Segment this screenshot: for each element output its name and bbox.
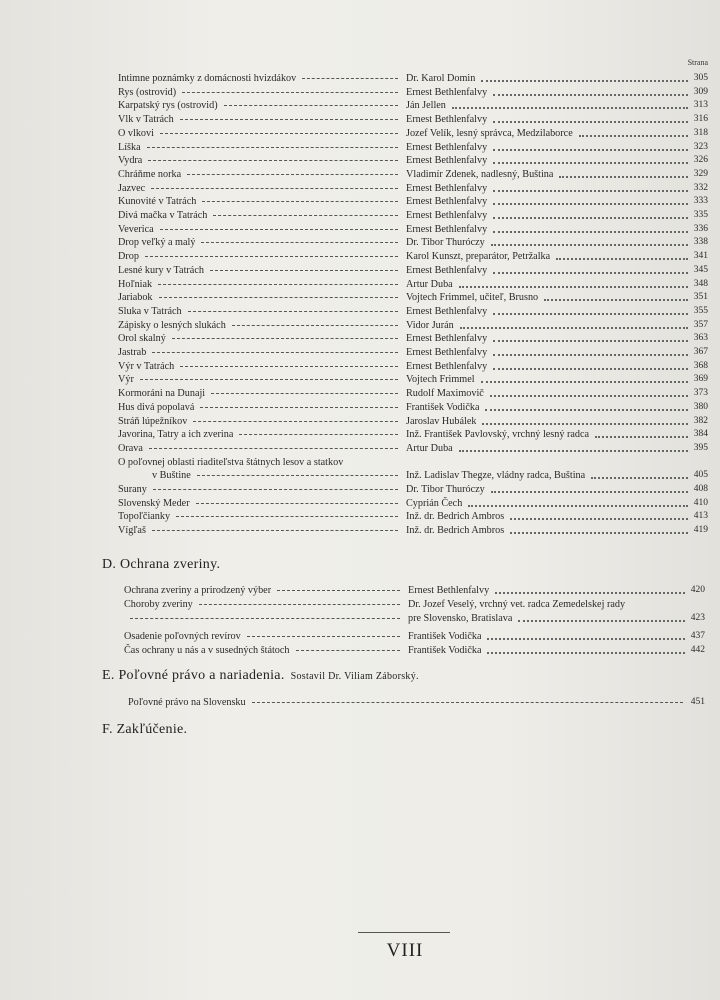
toc-entry xyxy=(118,182,708,195)
toc-entry xyxy=(118,195,708,208)
toc-entry-page: 437 xyxy=(690,631,705,641)
toc-entry xyxy=(118,373,708,386)
toc-dot-leader xyxy=(491,244,688,246)
toc-entry-title: O vlkovi xyxy=(118,127,154,139)
toc-dot-leader xyxy=(452,107,688,109)
page-column-header: Strana xyxy=(687,58,708,67)
toc-dash-leader xyxy=(130,618,400,619)
toc-dash-leader xyxy=(197,475,398,476)
toc-entry-author: pre Slovensko, Bratislava xyxy=(408,613,513,624)
toc-dot-leader xyxy=(493,190,688,192)
toc-entry-page: 351 xyxy=(693,292,708,303)
toc-entry-title: Výr xyxy=(118,374,134,386)
toc-entry-page: 309 xyxy=(693,86,708,97)
toc-entry-page: 313 xyxy=(693,100,708,111)
toc-dot-leader xyxy=(491,491,688,493)
section-e-heading xyxy=(102,668,419,684)
toc-entry xyxy=(118,442,708,455)
toc-entry-page: 335 xyxy=(693,210,708,220)
toc-dash-leader xyxy=(153,489,398,490)
toc-dot-leader xyxy=(495,592,685,594)
section-e-title: E. Poľovné právo a nariadenia. xyxy=(102,668,285,683)
toc-entry-page: 373 xyxy=(693,388,708,399)
toc-entry xyxy=(118,483,708,496)
toc-entry-author: Jozef Velík, lesný správca, Medzilaborce xyxy=(406,127,573,139)
toc-entry-author: Inž. dr. Bedrich Ambros xyxy=(406,511,505,523)
toc-entry-title: Zápisky o lesných slukách xyxy=(118,319,226,331)
toc-entry xyxy=(118,346,708,359)
toc-dot-leader xyxy=(481,80,688,82)
toc-entry-title: Hoľniak xyxy=(118,278,153,290)
toc-dot-leader xyxy=(493,162,688,164)
toc-dot-leader xyxy=(493,203,688,205)
toc-entry xyxy=(124,630,705,643)
toc-entry xyxy=(124,644,705,657)
toc-dot-leader xyxy=(481,381,688,383)
toc-dash-leader xyxy=(160,229,398,230)
toc-entry-title: Drop xyxy=(118,251,139,263)
toc-dot-leader xyxy=(556,258,688,260)
toc-entry-page: 363 xyxy=(693,333,708,344)
toc-dash-leader xyxy=(200,407,398,408)
toc-entry-author: Karol Kunszt, preparátor, Petržalka xyxy=(406,251,551,263)
toc-entry xyxy=(118,264,708,277)
toc-dash-leader xyxy=(213,215,398,216)
toc-entry-title: Poľovné právo na Slovensku xyxy=(128,697,246,708)
toc-dash-leader xyxy=(201,242,398,243)
toc-dash-leader xyxy=(152,530,398,531)
toc-entry-title: Orava xyxy=(118,442,143,454)
toc-dash-leader xyxy=(145,256,398,257)
toc-entry xyxy=(118,456,708,469)
toc-dash-leader xyxy=(211,393,398,394)
toc-entry-author: Ján Jellen xyxy=(406,100,446,112)
toc-entry xyxy=(118,99,708,112)
toc-dot-leader xyxy=(493,121,688,123)
toc-entry xyxy=(118,332,708,345)
toc-entry xyxy=(118,305,708,318)
toc-dot-leader xyxy=(544,299,688,301)
toc-dot-leader xyxy=(468,505,688,507)
toc-entry-title: Javorina, Tatry a ich zverina xyxy=(118,429,234,441)
toc-entry xyxy=(118,415,708,428)
toc-entry-title: v Buštine xyxy=(152,470,191,482)
toc-dot-leader xyxy=(493,217,688,219)
toc-dash-leader xyxy=(277,590,400,591)
toc-entry-author: Vladimír Zdenek, nadlesný, Buština xyxy=(406,168,554,180)
toc-entry-page: 451 xyxy=(690,697,705,707)
footer-rule xyxy=(358,932,450,933)
toc-entry xyxy=(118,497,708,510)
section-f-heading: F. Zakľúčenie. xyxy=(102,722,188,737)
toc-entry-author: Inž. dr. Bedrich Ambros xyxy=(406,525,505,537)
toc-entry-author: Ernest Bethlenfalvy xyxy=(406,86,488,98)
toc-dash-leader xyxy=(159,297,398,298)
toc-entry xyxy=(118,469,708,482)
toc-dot-leader xyxy=(510,532,688,534)
toc-dash-leader xyxy=(196,503,398,504)
toc-entry-page: 423 xyxy=(690,613,705,623)
toc-dot-leader xyxy=(493,272,688,274)
toc-entry-author: Ernest Bethlenfalvy xyxy=(406,196,488,208)
toc-entry xyxy=(124,612,705,625)
toc-entry-author: Ernest Bethlenfalvy xyxy=(406,155,488,167)
toc-entry xyxy=(118,278,708,291)
toc-entry-author: František Vodička xyxy=(406,401,480,413)
toc-dash-leader xyxy=(239,434,398,435)
toc-dash-leader xyxy=(152,352,398,353)
toc-entry-author: Ernest Bethlenfalvy xyxy=(408,585,490,596)
toc-entry-page: 316 xyxy=(693,114,708,125)
toc-entry-title: Osadenie poľovných revírov xyxy=(124,631,241,642)
toc-entry xyxy=(118,428,708,441)
toc-entry-page: 413 xyxy=(693,511,708,522)
toc-entry-page: 345 xyxy=(693,264,708,275)
toc-dot-leader xyxy=(595,436,688,438)
toc-entry-page: 305 xyxy=(693,73,708,83)
toc-entry-author: Inž. František Pavlovský, vrchný lesný radca xyxy=(406,429,590,441)
toc-entry-author: Artur Duba xyxy=(406,278,453,290)
toc-entry-title: Vígľaš xyxy=(118,525,146,537)
toc-entry-title: Chráňme norka xyxy=(118,168,182,180)
toc-entry-page: 420 xyxy=(690,585,705,595)
toc-entry-title: Stráň lúpežníkov xyxy=(118,415,188,427)
toc-entry-title: Jastrab xyxy=(118,347,147,358)
toc-dash-leader xyxy=(188,311,398,312)
toc-dot-leader xyxy=(459,286,688,288)
toc-entry-title: Drop veľký a malý xyxy=(118,237,196,249)
toc-entry xyxy=(118,236,708,249)
toc-dot-leader xyxy=(487,638,685,640)
toc-entry-page: 348 xyxy=(693,278,708,289)
toc-entry-author: Artur Duba xyxy=(406,442,453,454)
toc-entry-author: Dr. Karol Domin xyxy=(406,73,476,84)
toc-dash-leader xyxy=(202,201,398,202)
toc-entry-title: Rys (ostrovid) xyxy=(118,86,177,98)
toc-dot-leader xyxy=(487,652,685,654)
toc-entry-author: Ernest Bethlenfalvy xyxy=(406,360,488,372)
toc-entry-page: 369 xyxy=(693,374,708,385)
toc-dot-leader xyxy=(559,176,688,178)
toc-entry-title: Sluka v Tatrách xyxy=(118,305,182,317)
toc-entry-title: Kunovité v Tatrách xyxy=(118,196,197,208)
toc-entry xyxy=(118,387,708,400)
toc-entry xyxy=(118,510,708,523)
toc-dot-leader xyxy=(493,313,688,315)
toc-dash-leader xyxy=(151,188,398,189)
toc-entry xyxy=(118,250,708,263)
toc-dot-leader xyxy=(518,620,685,622)
toc-entry-page: 395 xyxy=(693,442,708,453)
toc-entry xyxy=(124,598,705,611)
toc-entry xyxy=(118,113,708,126)
toc-entry-page: 384 xyxy=(693,429,708,440)
toc-entry-page: 410 xyxy=(693,497,708,508)
toc-dot-leader xyxy=(493,368,688,370)
toc-dash-leader xyxy=(232,325,398,326)
toc-entry-title: Intimne poznámky z domácnosti hvizdákov xyxy=(118,73,297,84)
toc-dot-leader xyxy=(579,135,688,137)
toc-dash-leader xyxy=(247,636,400,637)
toc-entry xyxy=(118,291,708,304)
toc-dot-leader xyxy=(493,231,688,233)
toc-entry-author: Ernest Bethlenfalvy xyxy=(406,210,488,221)
toc-dot-leader xyxy=(490,395,688,397)
toc-entry-page: 408 xyxy=(693,484,708,494)
toc-entry-page: 341 xyxy=(693,251,708,262)
toc-entry-title: Jariabok xyxy=(118,292,153,304)
toc-entry xyxy=(118,168,708,181)
toc-dash-leader xyxy=(176,516,398,517)
toc-entry-page: 336 xyxy=(693,223,708,234)
toc-entry-title: Orol skalný xyxy=(118,333,166,345)
toc-dot-leader xyxy=(510,518,688,520)
toc-entry-page: 332 xyxy=(693,182,708,193)
toc-entry-author: Vidor Jurán xyxy=(406,319,454,331)
toc-entry-title: Ochrana zveriny a prirodzený výber xyxy=(124,585,272,596)
toc-entry-page: 367 xyxy=(693,347,708,357)
toc-entry xyxy=(118,401,708,414)
toc-dash-leader xyxy=(210,270,398,271)
toc-entry-author: Jaroslav Hubálek xyxy=(406,415,477,427)
toc-entry-author: Dr. Jozef Veselý, vrchný vet. radca Zemedelskej rady xyxy=(408,599,626,610)
toc-entry-author: Cyprián Čech xyxy=(406,497,463,509)
toc-entry xyxy=(118,319,708,332)
toc-entry xyxy=(118,360,708,373)
toc-entry-page: 357 xyxy=(693,319,708,330)
toc-entry-author: František Vodička xyxy=(408,645,482,656)
toc-entry-author: František Vodička xyxy=(408,631,482,642)
toc-entry-title: Lesné kury v Tatrách xyxy=(118,264,204,276)
toc-entry-title: Čas ochrany u nás a v susedných štátoch xyxy=(124,645,290,656)
toc-entry-title: Karpatský rys (ostrovid) xyxy=(118,100,218,112)
toc-entry-author: Ernest Bethlenfalvy xyxy=(406,305,488,317)
toc-entry-title: Vydra xyxy=(118,155,143,167)
toc-dash-leader xyxy=(302,78,398,79)
toc-entry-title: Slovenský Meder xyxy=(118,497,190,509)
toc-entry-title: Kormoráni na Dunaji xyxy=(118,388,206,400)
section-d-heading: D. Ochrana zveriny. xyxy=(102,557,221,572)
toc-entry xyxy=(118,524,708,537)
toc-entry-page: 338 xyxy=(693,237,708,248)
toc-entry-author: Ernest Bethlenfalvy xyxy=(406,347,488,358)
toc-entry xyxy=(118,127,708,140)
toc-dot-leader xyxy=(591,477,688,479)
toc-dot-leader xyxy=(460,327,688,329)
footer-page-number: VIII xyxy=(386,940,424,961)
toc-dot-leader xyxy=(485,409,688,411)
toc-dash-leader xyxy=(160,133,398,134)
toc-entry-author: Ernest Bethlenfalvy xyxy=(406,114,488,126)
toc-entry xyxy=(128,696,705,709)
toc-entry-author: Dr. Tibor Thuróczy xyxy=(406,237,485,249)
toc-dash-leader xyxy=(199,604,400,605)
toc-entry-page: 442 xyxy=(690,645,705,655)
toc-entry-page: 329 xyxy=(693,168,708,179)
toc-entry xyxy=(118,154,708,167)
toc-entry-title: Divá mačka v Tatrách xyxy=(118,210,208,221)
toc-dash-leader xyxy=(158,284,398,285)
toc-entry-page: 405 xyxy=(693,470,708,481)
toc-dot-leader xyxy=(493,340,688,342)
toc-entry-author: Ernest Bethlenfalvy xyxy=(406,333,488,345)
toc-entry xyxy=(118,72,708,85)
toc-entry-title: Výr v Tatrách xyxy=(118,360,175,372)
toc-entry-page: 382 xyxy=(693,415,708,426)
toc-entry-author: Inž. Ladislav Thegze, vládny radca, Buština xyxy=(406,470,586,482)
toc-entry-title: Surany xyxy=(118,484,147,495)
toc-entry-title: Choroby zveriny xyxy=(124,599,193,610)
toc-entry xyxy=(118,86,708,99)
toc-entry-author: Ernest Bethlenfalvy xyxy=(406,182,488,194)
toc-dot-leader xyxy=(493,94,688,96)
toc-dash-leader xyxy=(140,379,398,380)
toc-entry-page: 355 xyxy=(693,305,708,316)
toc-entry-page: 318 xyxy=(693,127,708,138)
toc-dash-leader xyxy=(172,338,398,339)
toc-entry xyxy=(118,141,708,154)
toc-dot-leader xyxy=(482,423,688,425)
toc-entry-author: Ernest Bethlenfalvy xyxy=(406,223,488,235)
toc-entry-title: O poľovnej oblasti riaditeľstva štátnych lesov a statkov xyxy=(118,456,344,468)
toc-entry-title: Veverica xyxy=(118,223,154,235)
toc-entry xyxy=(124,584,705,597)
toc-dash-leader xyxy=(182,92,398,93)
toc-dash-leader xyxy=(252,702,683,703)
section-e-subtitle: Sostavil Dr. Viliam Záborský. xyxy=(290,671,419,682)
toc-entry-author: Vojtech Frimmel xyxy=(406,374,475,386)
toc-entry xyxy=(118,209,708,222)
toc-entry-page: 326 xyxy=(693,155,708,166)
toc-dash-leader xyxy=(193,421,398,422)
toc-dot-leader xyxy=(459,450,688,452)
toc-entry-title: Líška xyxy=(118,141,141,153)
toc-entry-author: Ernest Bethlenfalvy xyxy=(406,141,488,153)
toc-dash-leader xyxy=(187,174,398,175)
toc-entry-title: Jazvec xyxy=(118,182,146,194)
toc-dash-leader xyxy=(147,147,398,148)
toc-entry-author: Rudolf Maximovič xyxy=(406,388,484,400)
toc-entry-title: Vlk v Tatrách xyxy=(118,114,174,126)
toc-entry-page: 419 xyxy=(693,525,708,536)
toc-entry-author: Dr. Tibor Thuróczy xyxy=(406,484,485,495)
toc-entry-page: 368 xyxy=(693,360,708,371)
toc-entry-title: Hus divá popolavá xyxy=(118,401,195,413)
toc-dash-leader xyxy=(180,366,398,367)
toc-entry-page: 380 xyxy=(693,401,708,412)
toc-dot-leader xyxy=(493,354,688,356)
toc-entry-page: 333 xyxy=(693,196,708,207)
toc-dash-leader xyxy=(296,650,400,651)
toc-dash-leader xyxy=(224,105,398,106)
toc-entry-author: Ernest Bethlenfalvy xyxy=(406,264,488,276)
toc-dot-leader xyxy=(493,149,688,151)
toc-dash-leader xyxy=(149,448,398,449)
toc-entry-title: Topoľčianky xyxy=(118,511,171,523)
toc-dash-leader xyxy=(180,119,398,120)
toc-entry-author: Vojtech Frimmel, učiteľ, Brusno xyxy=(406,292,539,304)
toc-entry-page: 323 xyxy=(693,141,708,152)
toc-entry xyxy=(118,223,708,236)
toc-dash-leader xyxy=(148,160,398,161)
